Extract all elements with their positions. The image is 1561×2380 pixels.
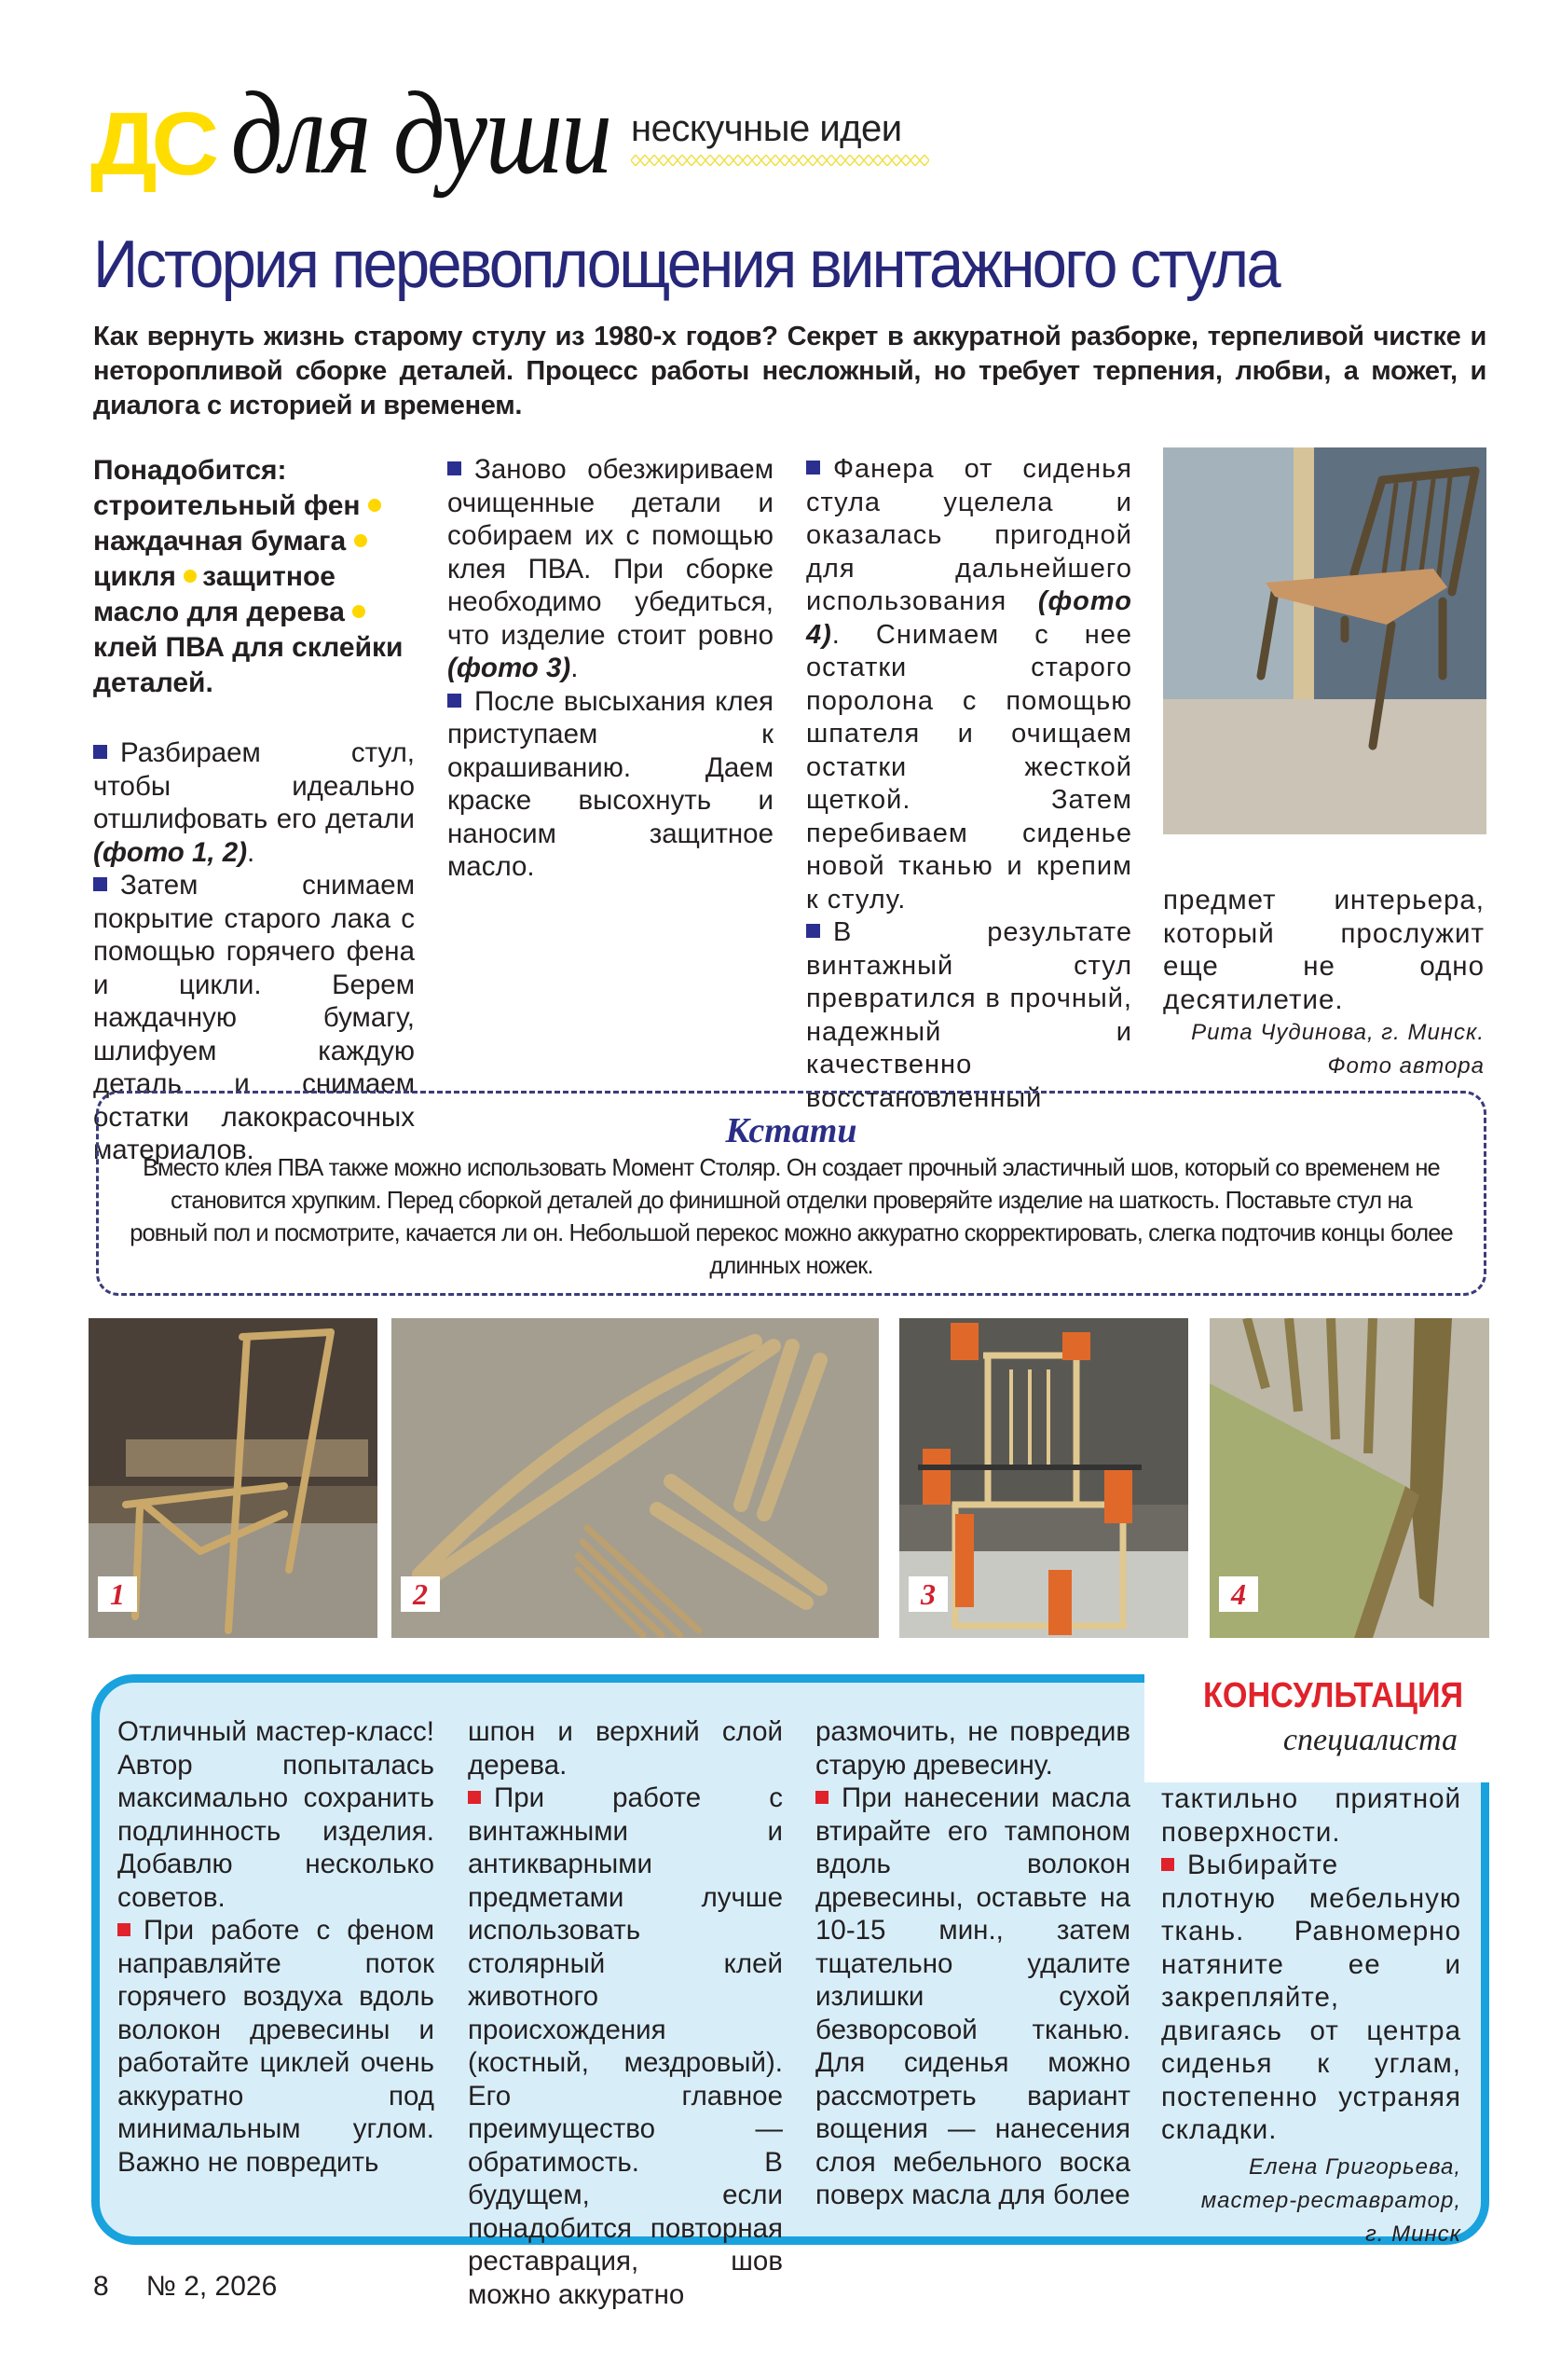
article-lead: Как вернуть жизнь старому стулу из 1980-х годов? Секрет в аккуратной разборке, терпеливой чистке и неторопливой сборке деталей. Процесс работы несложный, но требует терпения, любви, а может, и диалога с историей и временем. bbox=[93, 322, 1486, 420]
square-bullet-icon bbox=[806, 461, 820, 475]
red-square-bullet-icon bbox=[815, 1791, 828, 1804]
consultation-tip bbox=[468, 1782, 783, 2311]
square-bullet-icon bbox=[447, 461, 461, 475]
article-column-3 bbox=[806, 453, 1132, 1115]
red-square-bullet-icon bbox=[468, 1791, 481, 1804]
material-item: защитное масло для дерева bbox=[93, 561, 345, 627]
step-paragraph: предмет интерьера, который прослужит еще не одно десятилетие. bbox=[1163, 885, 1485, 1015]
by-the-way-title: Кстати bbox=[725, 1111, 857, 1150]
photo-1 bbox=[89, 1318, 377, 1638]
article-column-1 bbox=[93, 453, 415, 1167]
step-text: После высыхания клея приступаем к окрашиванию. Даем краске высохнуть и наносим защитное масло. bbox=[447, 685, 774, 882]
consultation-column-1 bbox=[117, 1715, 434, 2179]
restored-chair-photo bbox=[1163, 447, 1486, 834]
photo-2 bbox=[391, 1318, 879, 1638]
materials-title: Понадобится: bbox=[93, 455, 287, 486]
consultation-tip bbox=[117, 1914, 434, 2179]
step-text: . bbox=[570, 653, 579, 683]
consultation-header bbox=[1144, 1661, 1499, 1782]
photo-number-badge: 2 bbox=[401, 1576, 440, 1612]
consultation-column-3 bbox=[815, 1715, 1130, 2212]
photo-credit: Фото автора bbox=[1327, 1053, 1485, 1079]
chair-image-icon bbox=[1163, 447, 1486, 834]
consultation-intro: Отличный мастер-класс! Автор попыталась максимально сохранить подлинность изделия. Добавлю несколько советов. bbox=[117, 1716, 434, 1913]
zigzag-ornament-icon bbox=[631, 155, 929, 166]
consultation-column-4 bbox=[1161, 1782, 1461, 2251]
tip-text: тактильно приятной поверхности. bbox=[1161, 1783, 1461, 1848]
photo-4 bbox=[1210, 1318, 1489, 1638]
square-bullet-icon bbox=[93, 745, 107, 759]
by-the-way-box bbox=[96, 1091, 1486, 1296]
consultation-tip bbox=[815, 1782, 1130, 2212]
step-paragraph bbox=[447, 685, 774, 884]
step-text: Разбираем стул, чтобы идеально отшлифовать его детали bbox=[93, 737, 415, 834]
article-headline: История перевоплощения винтажного стула bbox=[93, 227, 1279, 302]
section-rubric bbox=[89, 67, 929, 199]
step-text: . Снимаем с нее остатки старого поролона с помощью шпателя и очищаем остатки жесткой щеткой. Затем перебиваем сиденье новой тканью и крепим к стулу. bbox=[806, 619, 1132, 915]
by-the-way-text: Вместо клея ПВА также можно использовать Момент Столяр. Он создает прочный эластичный шов, который со временем не становится хрупким. Перед сборкой деталей до финишной отделки проверяйте изделие на шаткость. Поставьте стул на ровный пол и посмотрите, качается ли он. Небольшой перекос можно аккуратно скорректировать, слегка подточив концы более длинных ножек. bbox=[130, 1153, 1453, 1279]
issue-number: № 2, 2026 bbox=[145, 2271, 278, 2302]
rubric-subtitle-block bbox=[631, 110, 929, 166]
step-text: Заново обезжириваем очищенные детали и собираем их с помощью клея ПВА. При сборке необходимо убедиться, что изделие стоит ровно bbox=[447, 454, 774, 651]
material-item: цикля bbox=[93, 561, 176, 592]
photo-number-badge: 4 bbox=[1219, 1576, 1258, 1612]
photo-number-badge: 3 bbox=[909, 1576, 948, 1612]
page-number: 8 bbox=[93, 2271, 109, 2302]
material-item: клей ПВА для склейки деталей. bbox=[93, 632, 404, 698]
tip-text: Выбирайте плотную мебельную ткань. Равномерно натяните ее и закрепляйте, двигаясь от центра сиденья к углам, постепенно устраняя складки. bbox=[1161, 1850, 1461, 2145]
square-bullet-icon bbox=[93, 877, 107, 891]
step-text: Затем снимаем покрытие старого лака с помощью горячего фена и цикли. Берем наждачную бумагу, шлифуем каждую деталь и снимаем остатки лакокрасочных материалов. bbox=[93, 870, 415, 1165]
photo-reference: (фото 1, 2) bbox=[93, 836, 248, 868]
material-item: наждачная бумага bbox=[93, 526, 347, 557]
consultation-subtitle: специалиста bbox=[1282, 1723, 1458, 1757]
step-text: Фанера от сиденья стула уцелела и оказалась пригодной для дальнейшего использования bbox=[806, 454, 1132, 616]
step-paragraph bbox=[447, 453, 774, 685]
step-paragraph bbox=[806, 916, 1132, 1115]
consultation-title: КОНСУЛЬТАЦИЯ bbox=[1202, 1676, 1463, 1715]
step-text: В результате винтажный стул превратился в прочный, надежный и качественно восстановленный bbox=[806, 917, 1132, 1113]
article-column-2 bbox=[447, 453, 774, 884]
tip-text: При нанесении масла втирайте его тампоном вдоль волокон древесины, оставьте на 10-15 мин., затем тщательно удалите излишки сухой безворсовой тканью. Для сиденья можно рассмотреть вариант вощения — нанесения слоя мебельного воска поверх масла для более bbox=[815, 1782, 1130, 2210]
photo-reference: (фото 4) bbox=[806, 586, 1132, 650]
material-item: строительный фен bbox=[93, 490, 361, 521]
expert-city: г. Минск bbox=[1364, 2221, 1461, 2247]
rubric-subtitle: нескучные идеи bbox=[631, 108, 902, 149]
photo-3 bbox=[899, 1318, 1188, 1638]
red-square-bullet-icon bbox=[117, 1923, 130, 1936]
yellow-dot-icon bbox=[368, 499, 381, 512]
yellow-dot-icon bbox=[352, 605, 365, 618]
author-signature: Рита Чудинова, г. Минск. bbox=[1191, 1020, 1485, 1045]
article-column-4 bbox=[1163, 884, 1485, 1083]
photo-reference: (фото 3) bbox=[447, 653, 571, 683]
yellow-dot-icon bbox=[354, 534, 367, 547]
magazine-logo: ДС bbox=[89, 94, 213, 194]
tip-text: При работе с винтажными и антикварными предметами лучше использовать столярный клей животного происхождения (костный, мездровый). Его главное преимущество — обратимость. В будущем, если понадобится повторная реставрация, шов можно аккуратно bbox=[468, 1782, 783, 2310]
photo-number-badge: 1 bbox=[98, 1576, 137, 1612]
step-text: . bbox=[247, 836, 255, 868]
yellow-dot-icon bbox=[184, 570, 197, 583]
tip-text: При работе с феном направляйте поток горячего воздуха вдоль волокон древесины и работайте циклей очень аккуратно под минимальным углом. Важно не повредить bbox=[117, 1915, 434, 2178]
disassembled-parts-image-icon bbox=[391, 1318, 879, 1638]
expert-role: мастер-реставратор, bbox=[1200, 2187, 1461, 2213]
consultation-column-2 bbox=[468, 1715, 783, 2311]
square-bullet-icon bbox=[806, 924, 820, 938]
materials-list bbox=[93, 453, 415, 701]
step-paragraph bbox=[806, 453, 1132, 916]
tip-text: размочить, не повредив старую древесину. bbox=[815, 1716, 1130, 1781]
square-bullet-icon bbox=[447, 694, 461, 708]
rubric-title: для души bbox=[230, 67, 611, 199]
step-paragraph bbox=[93, 736, 415, 869]
page-footer bbox=[93, 2271, 277, 2303]
tip-text: шпон и верхний слой дерева. bbox=[468, 1716, 783, 1781]
consultation-tip bbox=[1161, 1849, 1461, 2147]
expert-name: Елена Григорьева, bbox=[1248, 2153, 1461, 2180]
red-square-bullet-icon bbox=[1161, 1858, 1174, 1871]
